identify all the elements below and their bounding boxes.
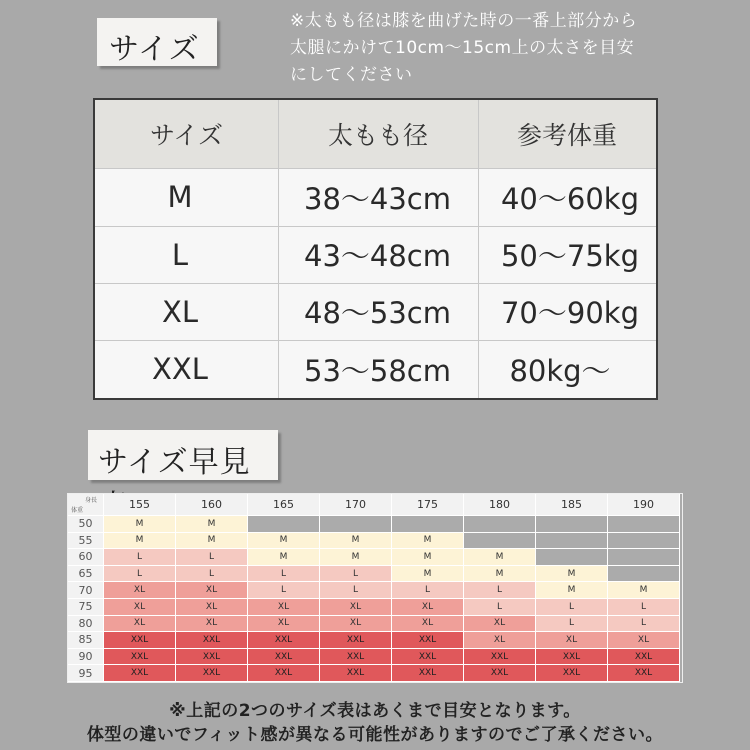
size-cell: L bbox=[464, 599, 536, 616]
size-cell: M bbox=[167, 180, 193, 214]
weight-header: 95 bbox=[68, 665, 104, 682]
header-size: サイズ bbox=[149, 121, 223, 150]
size-cell: M bbox=[392, 566, 464, 583]
size-cell: M bbox=[608, 582, 680, 599]
chart-heading-box bbox=[88, 430, 278, 480]
size-cell: XL bbox=[464, 632, 536, 649]
size-cell: XXL bbox=[536, 665, 608, 682]
size-cell bbox=[608, 533, 680, 550]
height-header: 155 bbox=[104, 494, 176, 516]
thigh-cell: 48〜53cm bbox=[304, 296, 451, 330]
thigh-cell: 43〜48cm bbox=[304, 239, 451, 273]
weight-header: 50 bbox=[68, 516, 104, 533]
note-line: 太腿にかけて10cm〜15cm上の太さを目安 bbox=[290, 38, 635, 58]
size-cell: L bbox=[176, 549, 248, 566]
size-heading-box bbox=[97, 18, 217, 66]
table-divider bbox=[95, 340, 656, 341]
size-cell: L bbox=[320, 582, 392, 599]
size-cell: XL bbox=[248, 599, 320, 616]
size-cell bbox=[536, 516, 608, 533]
size-cell: XXL bbox=[392, 632, 464, 649]
size-cell: L bbox=[464, 582, 536, 599]
size-cell: L bbox=[392, 582, 464, 599]
size-cell bbox=[464, 533, 536, 550]
size-cell: XXL bbox=[392, 649, 464, 666]
size-cell: L bbox=[248, 566, 320, 583]
size-row-xl bbox=[95, 283, 656, 340]
header-thigh: 太もも径 bbox=[327, 121, 428, 150]
size-cell: XXL bbox=[248, 665, 320, 682]
size-cell: XXL bbox=[536, 649, 608, 666]
height-header: 175 bbox=[392, 494, 464, 516]
weight-header: 80 bbox=[68, 616, 104, 633]
size-cell: XXL bbox=[104, 649, 176, 666]
corner-height-label: 身長 bbox=[84, 497, 97, 504]
size-cell: M bbox=[392, 549, 464, 566]
thigh-measurement-note bbox=[290, 8, 740, 89]
size-cell bbox=[320, 516, 392, 533]
size-cell: L bbox=[536, 616, 608, 633]
weight-header: 65 bbox=[68, 566, 104, 583]
header-weight: 参考体重 bbox=[516, 121, 617, 150]
size-cell: XXL bbox=[104, 665, 176, 682]
size-cell: XXL bbox=[464, 665, 536, 682]
size-cell: M bbox=[104, 516, 176, 533]
size-cell: XL bbox=[392, 616, 464, 633]
size-cell: M bbox=[464, 566, 536, 583]
size-cell bbox=[536, 533, 608, 550]
size-cell: L bbox=[176, 566, 248, 583]
height-header: 170 bbox=[320, 494, 392, 516]
height-header: 185 bbox=[536, 494, 608, 516]
height-header: 160 bbox=[176, 494, 248, 516]
weight-cell: 40〜60kg bbox=[500, 181, 639, 216]
height-header: 165 bbox=[248, 494, 320, 516]
footer-note: ※上記の2つのサイズ表はあくまで目安となります。 bbox=[169, 701, 581, 721]
size-cell: XL bbox=[320, 599, 392, 616]
size-cell: M bbox=[248, 549, 320, 566]
size-row-m bbox=[95, 168, 656, 226]
size-cell: L bbox=[171, 237, 189, 272]
size-cell bbox=[248, 516, 320, 533]
weight-header: 90 bbox=[68, 649, 104, 666]
size-cell: XXL bbox=[104, 632, 176, 649]
size-cell bbox=[536, 549, 608, 566]
weight-cell: 80kg〜 bbox=[509, 353, 611, 388]
height-header: 190 bbox=[608, 494, 680, 516]
size-cell: XXL bbox=[152, 352, 208, 386]
size-cell: L bbox=[104, 549, 176, 566]
size-cell: XXL bbox=[320, 649, 392, 666]
size-cell bbox=[608, 566, 680, 583]
size-cell: XXL bbox=[248, 649, 320, 666]
size-cell bbox=[392, 516, 464, 533]
size-cell: XL bbox=[248, 616, 320, 633]
size-cell: XXL bbox=[320, 632, 392, 649]
size-cell: M bbox=[392, 533, 464, 550]
size-cell: M bbox=[464, 549, 536, 566]
size-table-header bbox=[95, 100, 656, 168]
note-line: ※太もも径は膝を曲げた時の一番上部分から bbox=[290, 11, 638, 31]
size-cell: XXL bbox=[464, 649, 536, 666]
weight-header: 75 bbox=[68, 599, 104, 616]
size-cell: XXL bbox=[320, 665, 392, 682]
weight-header: 70 bbox=[68, 582, 104, 599]
table-divider bbox=[278, 100, 279, 398]
size-cell: L bbox=[320, 566, 392, 583]
size-cell: M bbox=[536, 582, 608, 599]
size-cell bbox=[608, 549, 680, 566]
size-cell: XL bbox=[176, 616, 248, 633]
size-cell: XL bbox=[536, 632, 608, 649]
size-cell bbox=[464, 516, 536, 533]
size-quick-chart bbox=[67, 493, 683, 683]
table-divider bbox=[95, 226, 656, 227]
table-divider bbox=[95, 283, 656, 284]
weight-header: 85 bbox=[68, 632, 104, 649]
size-cell: XXL bbox=[392, 665, 464, 682]
size-cell: M bbox=[248, 533, 320, 550]
size-heading: サイズ bbox=[109, 32, 200, 67]
table-divider bbox=[95, 168, 656, 169]
size-cell: L bbox=[608, 616, 680, 633]
size-cell: XL bbox=[320, 616, 392, 633]
size-cell: L bbox=[248, 582, 320, 599]
size-cell: XXL bbox=[608, 649, 680, 666]
size-cell: XXL bbox=[176, 665, 248, 682]
size-cell: M bbox=[104, 533, 176, 550]
weight-header: 55 bbox=[68, 533, 104, 550]
weight-cell: 70〜90kg bbox=[500, 296, 639, 330]
size-cell: XL bbox=[608, 632, 680, 649]
thigh-cell: 53〜58cm bbox=[304, 353, 451, 388]
size-cell: XXL bbox=[176, 649, 248, 666]
size-cell bbox=[608, 516, 680, 533]
size-cell: XL bbox=[176, 582, 248, 599]
size-cell: M bbox=[176, 516, 248, 533]
height-header: 180 bbox=[464, 494, 536, 516]
size-cell: XL bbox=[104, 599, 176, 616]
size-cell: XL bbox=[161, 294, 199, 329]
size-cell: M bbox=[320, 533, 392, 550]
size-row-l bbox=[95, 226, 656, 283]
size-cell: XL bbox=[176, 599, 248, 616]
weight-header: 60 bbox=[68, 549, 104, 566]
note-line: にしてください bbox=[290, 65, 413, 85]
weight-cell: 50〜75kg bbox=[500, 239, 639, 273]
size-cell: XXL bbox=[176, 632, 248, 649]
size-cell: XL bbox=[104, 616, 176, 633]
thigh-cell: 38〜43cm bbox=[304, 181, 451, 216]
size-table bbox=[93, 98, 658, 400]
table-divider bbox=[478, 100, 479, 398]
size-row-xxl bbox=[95, 340, 656, 398]
size-cell: XL bbox=[104, 582, 176, 599]
size-cell: L bbox=[608, 599, 680, 616]
chart-corner bbox=[68, 494, 104, 516]
size-cell: XL bbox=[392, 599, 464, 616]
size-cell: XL bbox=[464, 616, 536, 633]
size-cell: M bbox=[536, 566, 608, 583]
size-cell: M bbox=[176, 533, 248, 550]
size-cell: L bbox=[104, 566, 176, 583]
chart-heading: サイズ早見 bbox=[98, 445, 251, 480]
size-cell: L bbox=[536, 599, 608, 616]
size-cell: M bbox=[320, 549, 392, 566]
footer-note: 体型の違いでフィット感が異なる可能性がありますのでご了承ください。 bbox=[86, 725, 664, 745]
size-cell: XXL bbox=[248, 632, 320, 649]
corner-weight-label: 体重 bbox=[71, 507, 84, 514]
size-cell: XXL bbox=[608, 665, 680, 682]
